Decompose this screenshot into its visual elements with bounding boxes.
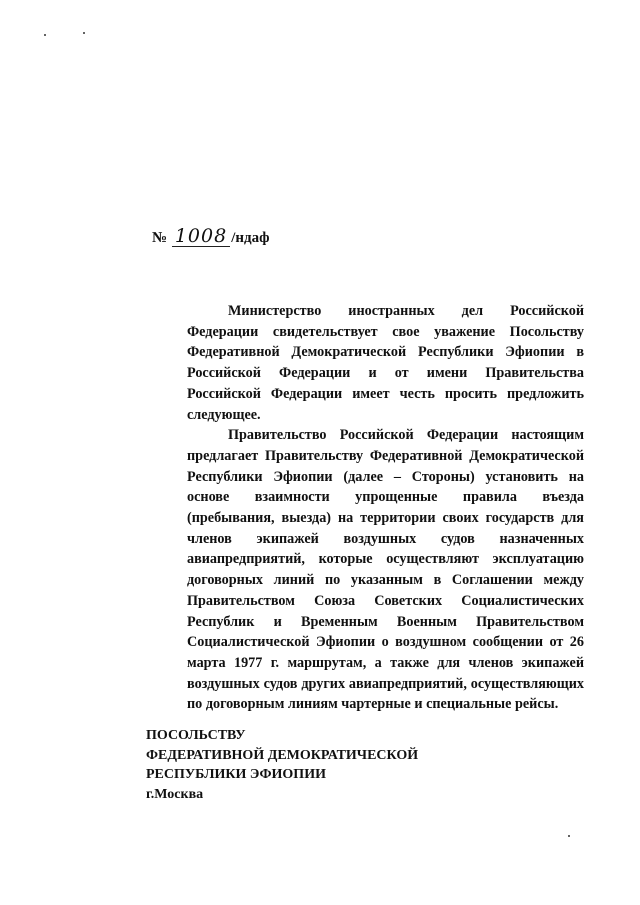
scan-speck: [83, 32, 85, 34]
addressee-block: [146, 726, 418, 804]
scan-speck: [44, 34, 46, 36]
note-body: [187, 301, 584, 715]
addressee-line: ФЕДЕРАТИВНОЙ ДЕМОКРАТИЧЕСКОЙ: [146, 747, 419, 763]
number-sign: №: [152, 230, 168, 246]
addressee-line: ПОСОЛЬСТВУ: [146, 728, 246, 743]
paragraph: Правительство Российской Федерации настоящим предлагает Правительству Федеративной Демократической Республики Эфиопии (далее – Стороны) установить на основе взаимности упрощенные правила въезда (пребывания, выезда) на территории своих государств для членов экипажей воздушных судов назначенных авиапредприятий, которые осуществляют эксплуатацию договорных линий по указанным в Соглашении между Правительством Союза Советских Социалистических Республик и Временным Военным Правительством Социалистической Эфиопии о воздушном сообщении от 26 марта 1977 г. маршрутам, а также для членов экипажей воздушных судов других авиапредприятий, осуществляющих по договорным линиям чартерные и специальные рейсы.: [187, 427, 584, 713]
number-suffix: /ндаф: [231, 230, 270, 246]
addressee-line: РЕСПУБЛИКИ ЭФИОПИИ: [146, 767, 326, 782]
addressee-city: г.Москва: [146, 786, 204, 802]
document-number: [152, 226, 269, 248]
handwritten-number: 1008: [172, 226, 230, 247]
scan-speck: [568, 835, 570, 837]
paragraph: Министерство иностранных дел Российской Федерации свидетельствует свое уважение Посольству Федеративной Демократической Республики Эфиопии в Российской Федерации и от имени Правительства Российской Федерации имеет честь просить предложить следующее.: [187, 303, 584, 423]
